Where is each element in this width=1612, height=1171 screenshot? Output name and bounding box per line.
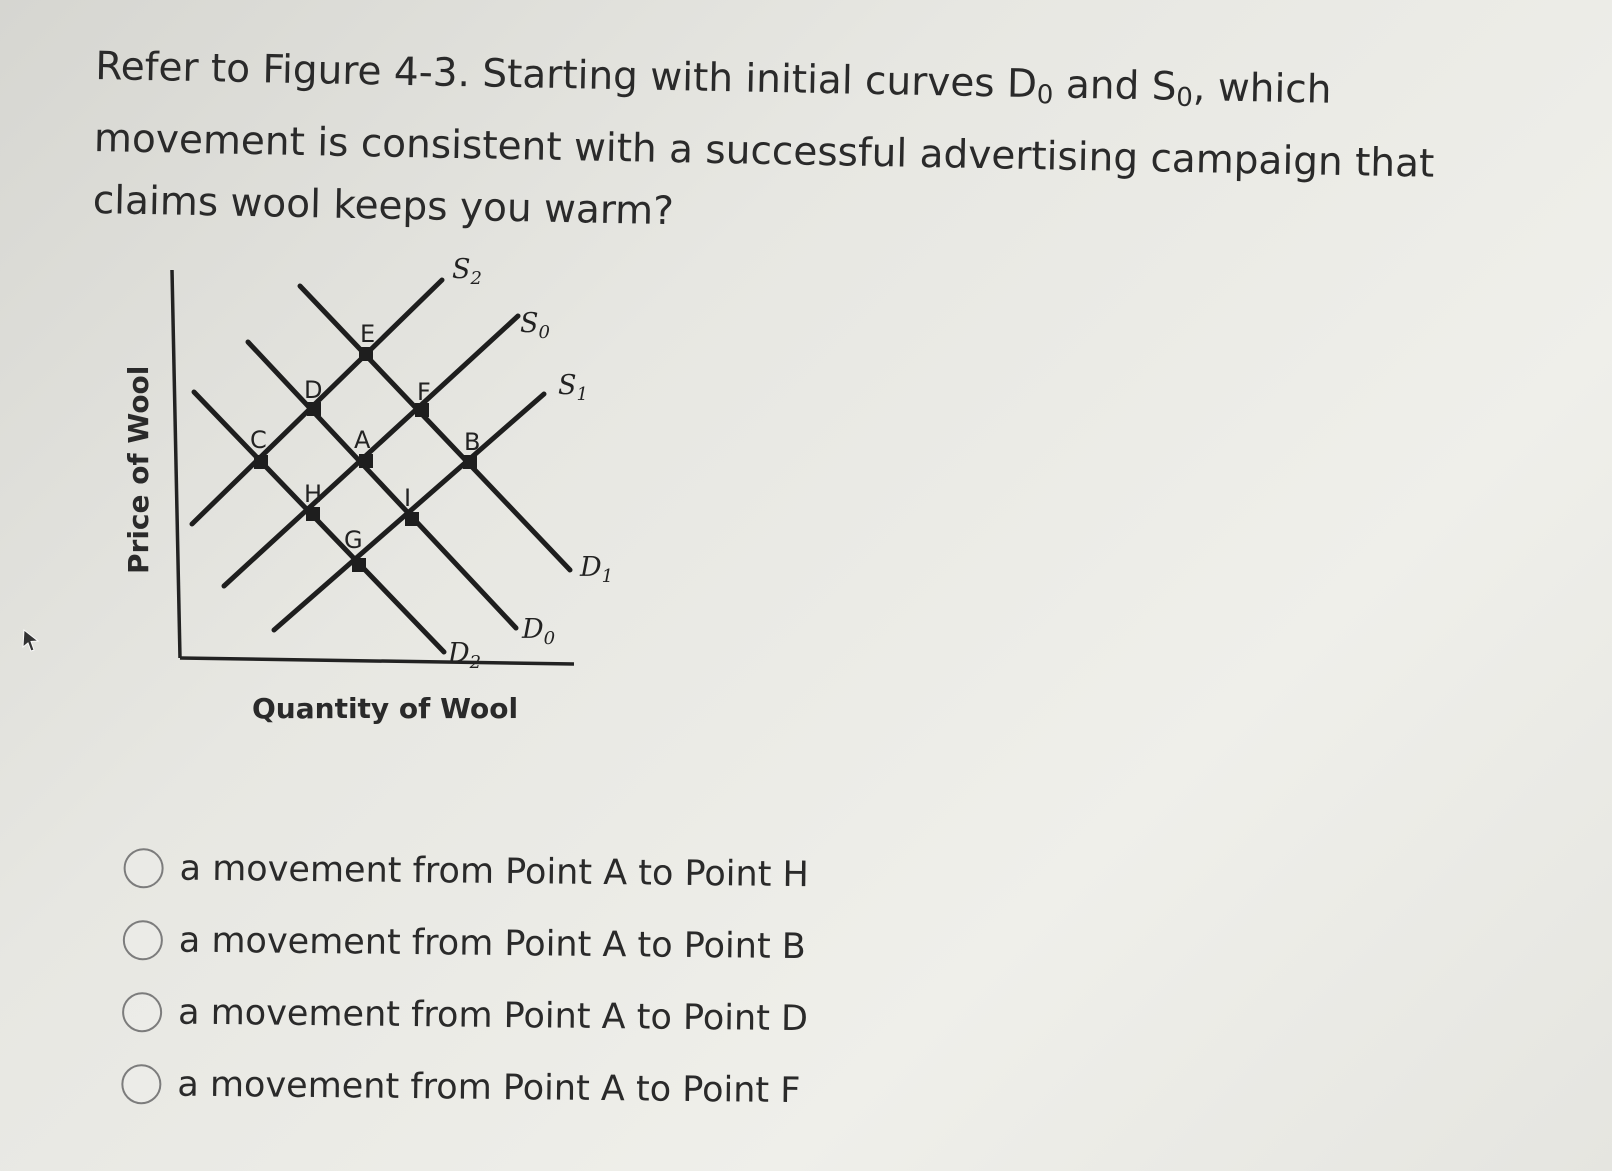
point-i-label: I: [404, 484, 412, 512]
point-i-marker: [405, 512, 419, 526]
point-c-marker: [254, 455, 268, 469]
point-d-marker: [307, 402, 321, 416]
radio-button-1[interactable]: [123, 848, 163, 888]
y-axis-title: Price of Wool: [122, 365, 155, 574]
x-axis: [180, 658, 574, 664]
point-b-marker: [463, 455, 477, 469]
point-h-marker: [306, 507, 320, 521]
answer-option-4-label: a movement from Point A to Point F: [177, 1064, 801, 1112]
arrow-cursor-icon: [20, 628, 42, 654]
question-part-2: and S: [1053, 62, 1177, 110]
answer-option-4[interactable]: [121, 1048, 882, 1128]
radio-button-2[interactable]: [123, 920, 163, 960]
curve-label-s1: $S_1$: [558, 370, 588, 405]
point-e-marker: [359, 347, 373, 361]
point-f-label: F: [417, 378, 431, 406]
answer-options: [121, 832, 884, 1128]
x-axis-title: Quantity of Wool: [252, 692, 519, 725]
answer-option-2[interactable]: [122, 904, 883, 984]
curve-label-d2: $D_2$: [448, 638, 482, 673]
figure-4-3: [108, 254, 668, 758]
answer-option-3-label: a movement from Point A to Point D: [177, 992, 809, 1040]
question-part-1: Refer to Figure 4-3. Starting with initial curves D: [94, 43, 1038, 108]
supply-demand-diagram: [108, 254, 668, 758]
question-text: [92, 36, 1516, 259]
answer-option-2-label: a movement from Point A to Point B: [178, 920, 807, 968]
question-part-3: , which movement is consistent with a successful advertising campaign that claims wool keeps you warm?: [92, 65, 1435, 235]
point-b-label: B: [464, 428, 481, 456]
answer-option-3[interactable]: [122, 976, 883, 1056]
curve-label-d0: $D_0$: [522, 614, 556, 649]
y-axis: [172, 270, 180, 658]
radio-button-4[interactable]: [121, 1064, 161, 1104]
point-d-label: D: [304, 376, 323, 404]
answer-option-1-label: a movement from Point A to Point H: [179, 848, 810, 896]
curve-label-s0: $S_0$: [520, 308, 550, 343]
curve-label-s2: $S_2$: [452, 254, 482, 289]
point-a-marker: [359, 454, 373, 468]
point-h-label: H: [304, 480, 323, 508]
point-e-label: E: [360, 320, 376, 348]
radio-button-3[interactable]: [122, 992, 162, 1032]
point-g-label: G: [344, 526, 363, 554]
point-a-label: A: [354, 426, 371, 454]
curve-label-d1: $D_1$: [580, 552, 614, 587]
answer-option-1[interactable]: [123, 832, 884, 912]
point-c-label: C: [250, 426, 267, 454]
point-g-marker: [352, 558, 366, 572]
question-subscript-s: 0: [1176, 82, 1194, 114]
question-subscript-d: 0: [1036, 80, 1054, 111]
